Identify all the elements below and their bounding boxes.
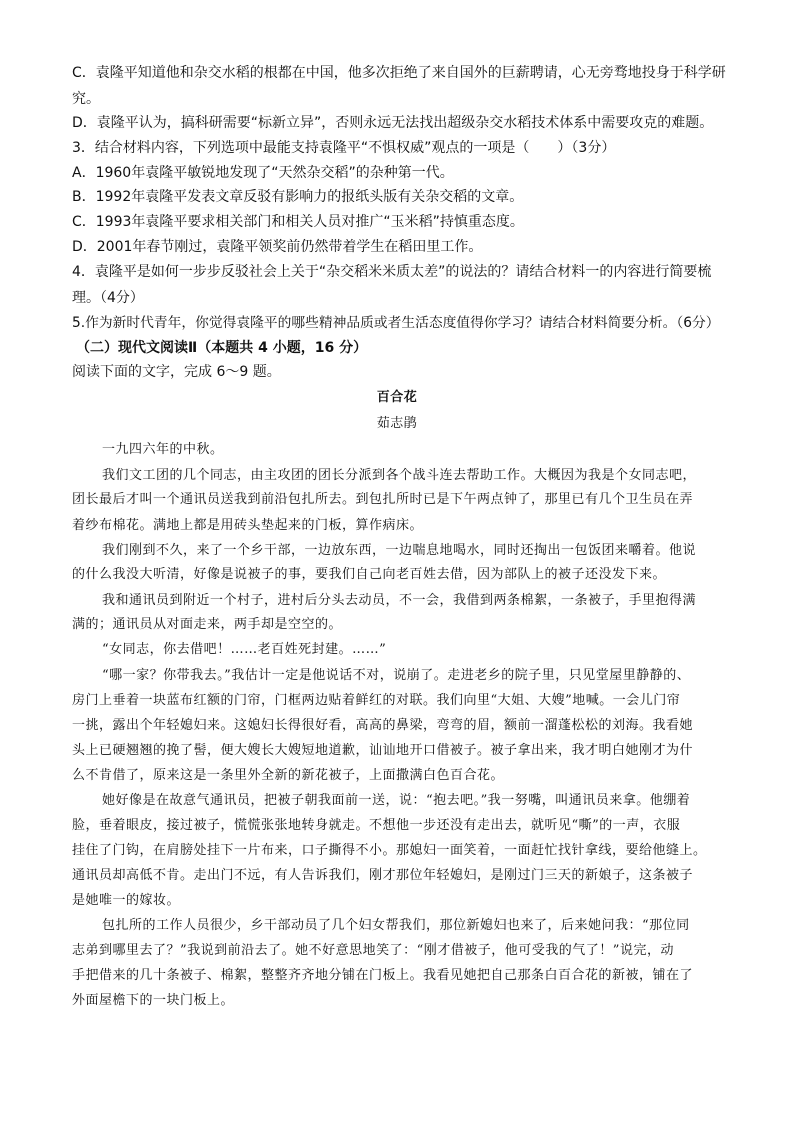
story-title: 百合花 — [376, 390, 418, 405]
story-line: 团长最后才叫一个通讯员送我到前沿包扎所去。到包扎所时已是下午两点钟了，那里已有几个卫生员在弄 — [72, 492, 694, 507]
story-line: 头上已硬翘翘的挽了髻，便大嫂长大嫂短地道歉，讪讪地开口借被子。被子拿出来，我才明白她刚才为什 — [72, 743, 694, 758]
question-4-stem-line1: 4．袁隆平是如何一步步反驳社会上关于“杂交稻米米质太差”的说法的？请结合材料一的内容进行简要梳 — [72, 264, 712, 280]
reading-instruction: 阅读下面的文字，完成 6～9 题。 — [72, 364, 281, 380]
story-line: “女同志，你去借吧！……老百姓死封建。……” — [102, 642, 387, 657]
story-line: 脸，垂着眼皮，接过被子，慌慌张张地转身就走。不想他一步还没有走出去，就听见“嘶”的一声，衣服 — [72, 818, 681, 833]
section-heading: （二）现代文阅读Ⅱ（本题共 4 小题，16 分） — [76, 340, 368, 356]
story-line: 包扎所的工作人员很少，乡干部动员了几个妇女帮我们，那位新媳妇也来了，后来她问我：“那位同 — [102, 918, 690, 933]
question-3-option-d: D．2001年春节刚过，袁隆平领奖前仍然带着学生在稻田里工作。 — [72, 239, 483, 255]
story-line: 我们文工团的几个同志，由主攻团的团长分派到各个战斗连去帮助工作。大概因为我是个女同志吧， — [102, 468, 697, 483]
story-line: 外面屋檐下的一块门板上。 — [72, 993, 235, 1008]
question-3-stem: 3．结合材料内容，下列选项中最能支持袁隆平“不惧权威”观点的一项是（ ）（3分） — [72, 140, 616, 156]
question-3-option-c: C．1993年袁隆平要求相关部门和相关人员对推广“玉米稻”持慎重态度。 — [72, 214, 524, 230]
story-line: 志弟到哪里去了？”我说到前沿去了。她不好意思地笑了：“刚才借被子，他可受我的气了！”说完，动 — [72, 943, 674, 958]
question-c-option-line1: C．袁隆平知道他和杂交水稻的根都在中国，他多次拒绝了来自国外的巨薪聘请，心无旁骛地投身于科学研 — [72, 65, 726, 81]
story-line: 一挑，露出个年轻媳妇来。这媳妇长得很好看，高高的鼻梁，弯弯的眉，额前一溜蓬松松的刘海。我看她 — [72, 718, 694, 733]
story-line: 着纱布棉花。满地上都是用砖头垫起来的门板，算作病床。 — [72, 518, 424, 533]
story-line: 通讯员却高低不肯。走出门不远，有人告诉我们，刚才那位年轻媳妇，是刚过门三天的新娘子，这条被子 — [72, 868, 694, 883]
story-line: 我们刚到不久，来了一个乡干部，一边放东西，一边喘息地喝水，同时还掏出一包饭团来嚼着。他说 — [102, 543, 697, 558]
question-5-stem: 5.作为新时代青年，你觉得袁隆平的哪些精神品质或者生活态度值得你学习？请结合材料简要分析。（6分） — [72, 315, 720, 331]
story-line: 么不肯借了，原来这是一条里外全新的新花被子，上面撒满白色百合花。 — [72, 768, 505, 783]
story-line: 一九四六年的中秋。 — [102, 442, 224, 457]
question-d-option: D．袁隆平认为，搞科研需要“标新立异”，否则永远无法找出超级杂交水稻技术体系中需要攻克的难题。 — [72, 115, 714, 131]
story-line: 她好像是在故意气通讯员，把被子朝我面前一送，说：“抱去吧。”我一努嘴，叫通讯员来拿。他绷着 — [102, 793, 691, 808]
story-line: 房门上垂着一块蓝布红额的门帘，门框两边贴着鲜红的对联。我们向里“大姐、大嫂”地喊。一会儿门帘 — [72, 693, 681, 708]
story-author: 茹志鹃 — [376, 416, 418, 431]
story-line: 挂住了门钩，在肩膀处挂下一片布来，口子撕得不小。那媳妇一面笑着，一面赶忙找针拿线，要给他缝上。 — [72, 843, 707, 858]
question-4-stem-line2: 理。（4分） — [72, 290, 144, 306]
question-c-option-line2: 究。 — [72, 91, 100, 107]
story-line: 手把借来的几十条被子、棉絮，整整齐齐地分铺在门板上。我看见她把自己那条白百合花的新被，铺在了 — [72, 968, 694, 983]
story-line: 的什么我没大听清，好像是说被子的事，要我们自己向老百姓去借，因为部队上的被子还没发下来。 — [72, 567, 667, 582]
story-line: “哪一家？你带我去。”我估计一定是他说话不对，说崩了。走进老乡的院子里，只见堂屋里静静的、 — [102, 668, 691, 683]
story-line: 我和通讯员到附近一个村子，进村后分头去动员，不一会，我借到两条棉絮，一条被子，手里抱得满 — [102, 593, 697, 608]
question-3-option-b: B．1992年袁隆平发表文章反驳有影响力的报纸头版有关杂交稻的文章。 — [72, 189, 524, 205]
question-3-option-a: A．1960年袁隆平敏锐地发现了“天然杂交稻”的杂种第一代。 — [72, 165, 454, 181]
story-line: 满的；通讯员从对面走来，两手却是空空的。 — [72, 617, 343, 632]
story-line: 是她唯一的嫁妆。 — [72, 893, 181, 908]
